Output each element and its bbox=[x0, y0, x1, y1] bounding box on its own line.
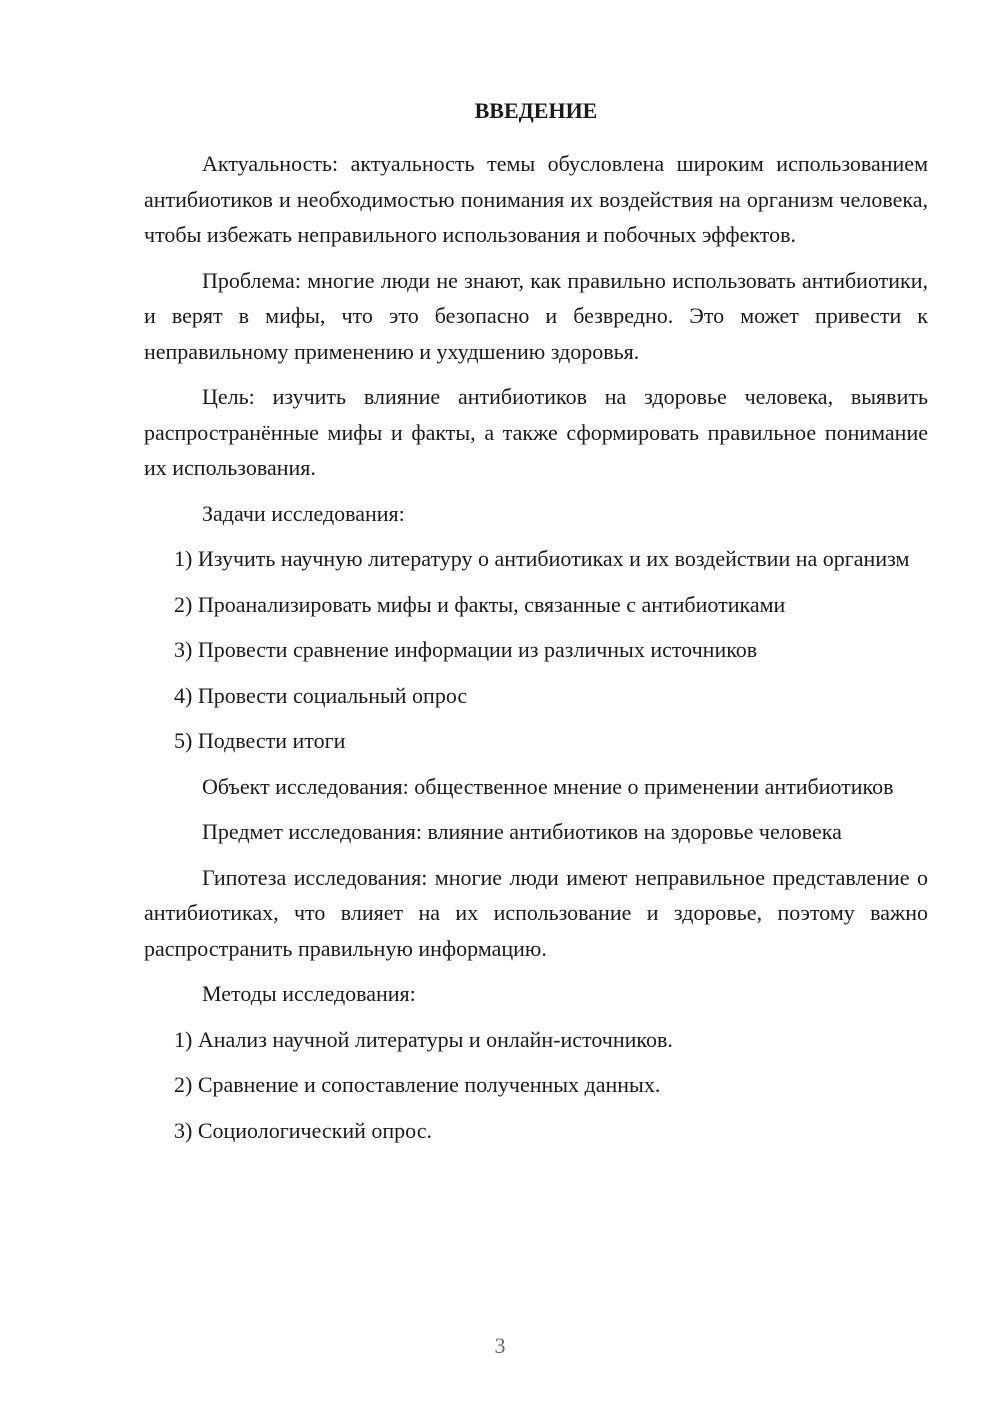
tasks-heading: Задачи исследования: bbox=[202, 500, 405, 526]
task-item: 4) Провести социальный опрос bbox=[174, 682, 468, 708]
task-item: 3) Провести сравнение информации из различных источников bbox=[174, 637, 758, 662]
subject-paragraph: Предмет исследования: влияние антибиотиков на здоровье человека bbox=[202, 819, 842, 844]
method-item: 3) Социологический опрос. bbox=[174, 1117, 432, 1143]
task-item: 5) Подвести итоги bbox=[174, 728, 346, 753]
goal-paragraph: Цель: изучить влияние антибиотиков на здоровье человека, выявить распространённые мифы и факты, а также сформировать правильное понимание их использования. bbox=[144, 384, 928, 480]
task-item: 1) Изучить научную литературу о антибиотиках и их воздействии на организм bbox=[174, 546, 910, 571]
methods-heading: Методы исследования: bbox=[202, 981, 416, 1006]
hypothesis-paragraph: Гипотеза исследования: многие люди имеют неправильное представление о антибиотиках, что влияет на их использование и здоровье, поэтому важно распространить правильную информацию. bbox=[144, 864, 928, 961]
problem-paragraph: Проблема: многие люди не знают, как правильно использовать антибиотики, и верят в мифы, что это безопасно и безвредно. Это может привести к неправильному применению и ухудшению здоровья. bbox=[144, 267, 928, 364]
page-number: 3 bbox=[494, 1333, 506, 1358]
relevance-paragraph: Актуальность: актуальность темы обусловлена широким использованием антибиотиков и необходимостью понимания их воздействия на организм человека, чтобы избежать неправильного использования и побочных эффектов. bbox=[144, 151, 928, 247]
page-content bbox=[144, 96, 928, 1158]
method-item: 1) Анализ научной литературы и онлайн-источников. bbox=[174, 1026, 673, 1052]
section-title: ВВЕДЕНИЕ bbox=[474, 98, 598, 123]
method-item: 2) Сравнение и сопоставление полученных данных. bbox=[174, 1072, 661, 1097]
object-paragraph: Объект исследования: общественное мнение о применении антибиотиков bbox=[202, 773, 894, 799]
task-item: 2) Проанализировать мифы и факты, связанные с антибиотиками bbox=[174, 591, 786, 617]
